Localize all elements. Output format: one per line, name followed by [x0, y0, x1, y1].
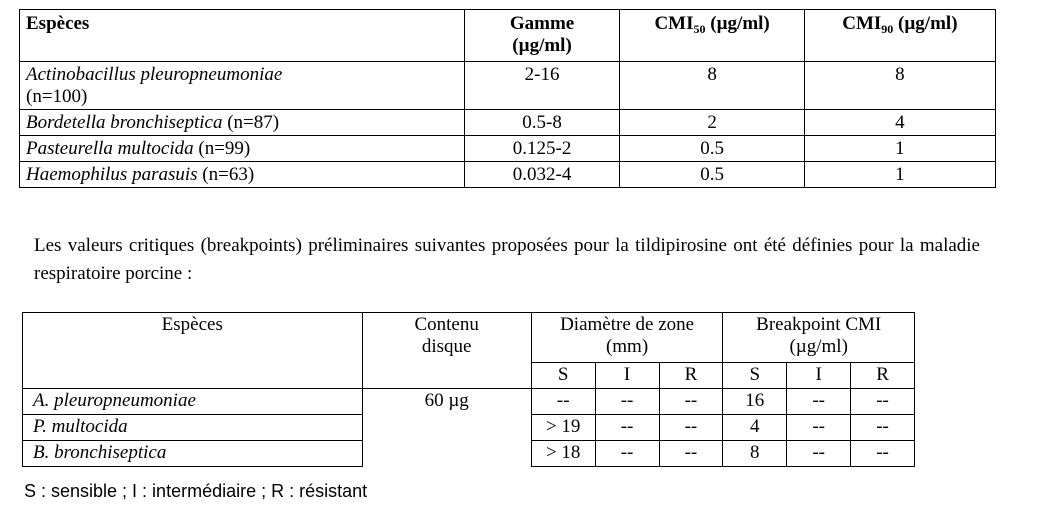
- species-cell: [20, 110, 465, 136]
- bp-i-cell: --: [787, 441, 851, 467]
- header-content-line1: Contenu: [414, 314, 479, 335]
- range-cell: 0.125-2: [464, 136, 620, 162]
- header-disc-content: [362, 313, 531, 389]
- header-zone-line2: (mm): [605, 336, 649, 357]
- mic90-cell: 4: [804, 110, 995, 136]
- bp-s-cell: 8: [723, 441, 787, 467]
- mic90-sub: 90: [881, 22, 894, 36]
- species-name: Haemophilus parasuis: [26, 164, 198, 185]
- breakpoint-table: [22, 312, 915, 467]
- header-bp-i: I: [787, 363, 851, 389]
- header-bp-line1: Breakpoint CMI: [756, 314, 882, 335]
- species-count: (n=87): [222, 112, 280, 133]
- header-species: Espèces: [20, 10, 465, 62]
- header-species: Espèces: [23, 313, 363, 389]
- header-mic50: [620, 10, 804, 62]
- bp-i-cell: --: [787, 415, 851, 441]
- mic-table-header: [20, 10, 996, 62]
- species-name: Pasteurella multocida: [26, 138, 194, 159]
- header-range-line2: (µg/ml): [512, 35, 572, 56]
- zone-i-cell: --: [595, 415, 659, 441]
- range-cell: 0.5-8: [464, 110, 620, 136]
- species-cell: A. pleuropneumoniae: [23, 389, 363, 415]
- header-mic90: [804, 10, 995, 62]
- species-count: (n=100): [26, 86, 88, 107]
- mic50-prefix: CMI: [654, 13, 694, 34]
- zone-r-cell: --: [659, 441, 723, 467]
- mic90-suffix: (µg/ml): [893, 13, 958, 34]
- header-mic-breakpoint: [723, 313, 915, 363]
- species-name: Actinobacillus pleuropneumoniae: [26, 64, 283, 85]
- species-count: (n=63): [197, 164, 255, 185]
- species-cell: P. multocida: [23, 415, 363, 441]
- species-cell: [20, 162, 465, 188]
- species-cell: [20, 136, 465, 162]
- mic50-cell: 2: [620, 110, 804, 136]
- species-cell: [20, 62, 465, 110]
- header-bp-s: S: [723, 363, 787, 389]
- bp-r-cell: --: [851, 441, 915, 467]
- header-range: [464, 10, 620, 62]
- table-row: [20, 162, 996, 188]
- header-zone-r: R: [659, 363, 723, 389]
- mic90-prefix: CMI: [842, 13, 882, 34]
- zone-i-cell: --: [595, 441, 659, 467]
- range-cell: 2-16: [464, 62, 620, 110]
- species-count: (n=99): [193, 138, 251, 159]
- mic50-sub: 50: [693, 22, 706, 36]
- legend-note: S : sensible ; I : intermédiaire ; R : résistant: [24, 481, 368, 501]
- species-name: Bordetella bronchiseptica: [26, 112, 223, 133]
- header-range-line1: Gamme: [509, 13, 575, 34]
- bp-i-cell: --: [787, 389, 851, 415]
- header-zone-line1: Diamètre de zone: [560, 314, 695, 335]
- mic-table: [19, 9, 996, 188]
- header-zone-diameter: [531, 313, 723, 363]
- table-row: [20, 62, 996, 110]
- mic50-suffix: (µg/ml): [705, 13, 770, 34]
- breakpoint-paragraph: Les valeurs critiques (breakpoints) préliminaires suivantes proposées pour la tildipirosine ont été définies pour la maladie respiratoire porcine :: [34, 235, 980, 284]
- table-row: [23, 389, 915, 415]
- header-content-line2: disque: [421, 336, 472, 357]
- breakpoint-header-row: [23, 313, 915, 363]
- bp-s-cell: 4: [723, 415, 787, 441]
- zone-i-cell: --: [595, 389, 659, 415]
- bp-r-cell: --: [851, 415, 915, 441]
- zone-s-cell: --: [531, 389, 595, 415]
- zone-r-cell: --: [659, 415, 723, 441]
- zone-s-cell: > 19: [531, 415, 595, 441]
- mic50-cell: 0.5: [620, 136, 804, 162]
- header-bp-r: R: [851, 363, 915, 389]
- header-zone-s: S: [531, 363, 595, 389]
- table-row: [20, 110, 996, 136]
- zone-r-cell: --: [659, 389, 723, 415]
- species-cell: B. bronchiseptica: [23, 441, 363, 467]
- bp-s-cell: 16: [723, 389, 787, 415]
- mic50-cell: 8: [620, 62, 804, 110]
- header-zone-i: I: [595, 363, 659, 389]
- table-row: [20, 136, 996, 162]
- bp-r-cell: --: [851, 389, 915, 415]
- disc-content-cell: 60 µg: [362, 389, 531, 467]
- header-bp-line2: (µg/ml): [789, 336, 848, 357]
- range-cell: 0.032-4: [464, 162, 620, 188]
- mic50-cell: 0.5: [620, 162, 804, 188]
- zone-s-cell: > 18: [531, 441, 595, 467]
- mic90-cell: 1: [804, 136, 995, 162]
- mic90-cell: 8: [804, 62, 995, 110]
- mic90-cell: 1: [804, 162, 995, 188]
